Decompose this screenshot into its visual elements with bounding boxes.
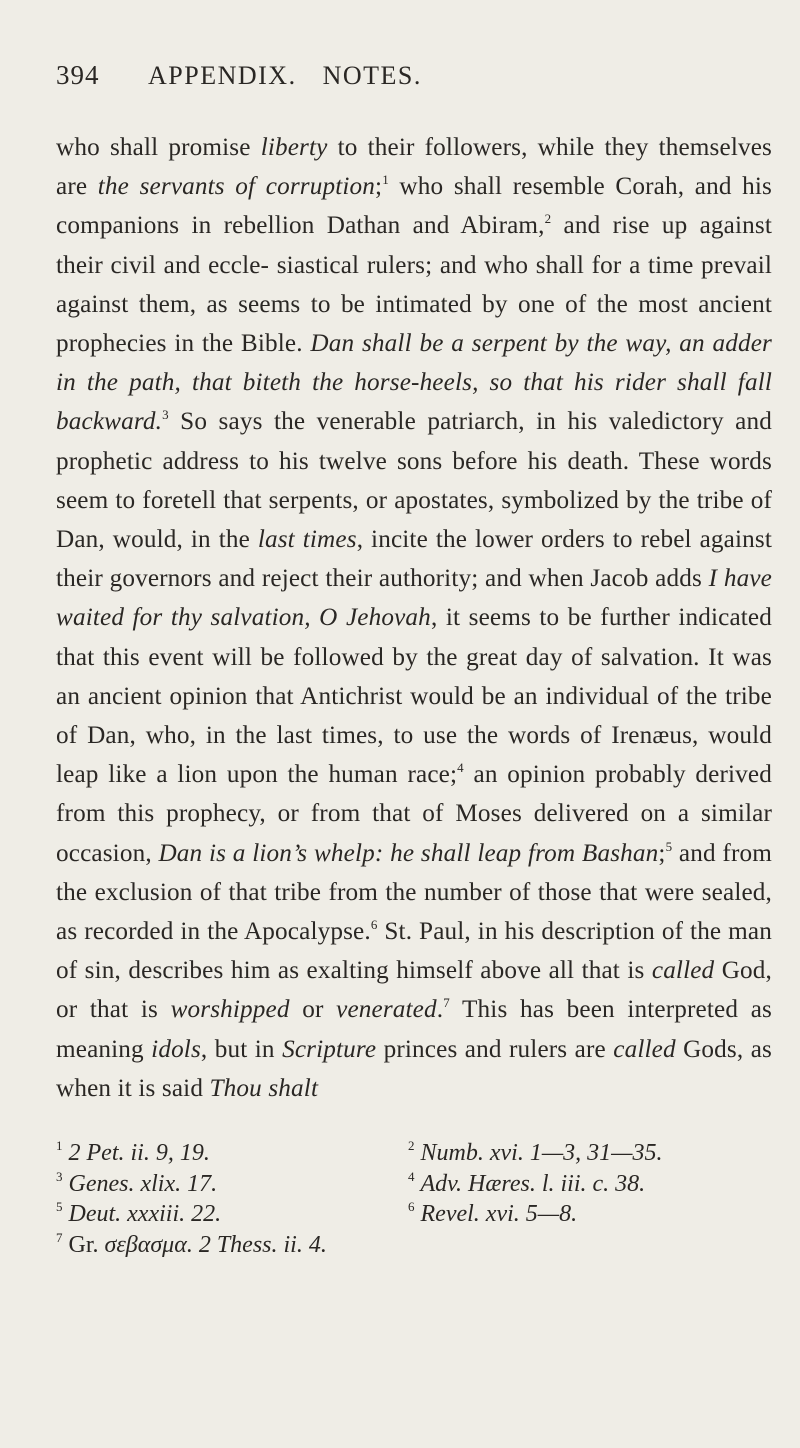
text-run: ; [658,839,666,867]
footnote-ref: 3 [162,407,169,423]
text-run: and from the exclusion of that tribe from the number of those that were sealed, as recorded in the Apocalypse. [56,839,772,946]
footnote-ref: 4 [457,760,464,776]
footnote-2 [408,1138,768,1169]
footnote-ref: 2 [544,211,552,227]
footnote-6 [408,1199,768,1230]
text-run: , incite the lower orders to rebel against their governors and reject their authority; and when Jacob adds [56,526,772,593]
page-number: 394 [56,60,100,90]
italic-run: the servants of corruption [97,173,376,201]
italic-run: I have waited for thy salvation, O Jehovah [56,565,772,632]
text-run: God, or that is [56,957,772,1024]
running-head-appendix: APPENDIX. [148,61,297,90]
footnote-5 [56,1199,408,1230]
page-header [56,60,772,118]
running-head [148,61,422,91]
footnote-text: Adv. Hæres. l. iii. c. 38. [420,1170,646,1197]
italic-run: called [651,957,715,985]
footnotes [56,1138,772,1260]
footnote-number: 6 [408,1199,415,1215]
footnote-number: 4 [408,1168,415,1184]
text-run: . [436,996,444,1024]
italic-run: called [613,1035,676,1063]
footnote-text: 2 Pet. ii. 9, 19. [68,1140,210,1167]
footnote-ref: 7 [443,995,450,1011]
italic-run: Thou shalt [209,1074,319,1102]
footnote-7 [56,1230,408,1261]
italic-run: last times [257,526,357,554]
footnote-number: 7 [56,1229,63,1245]
text-run: , it seems to be further indicated that this event will be followed by the great day of salvation. It was an ancient opinion that Antichrist would be an individual of the tribe of Dan, who, in the last times, to use the words of Irenæus, would leap like a lion upon the human race; [56,604,773,789]
footnote-text: Deut. xxxiii. 22. [68,1201,222,1228]
text-run: who shall promise [56,134,261,161]
text-run: St. Paul, in his description of the man of sin, describes him as exalting himself above all that is [56,918,772,985]
footnote-number: 5 [56,1199,63,1215]
footnote-3 [56,1169,408,1200]
italic-run: venerated [336,996,437,1024]
footnote-row [56,1169,772,1200]
text-run: ; [375,173,383,201]
footnote-ref: 1 [382,172,389,188]
text-run: an opinion probably derived from this prophecy, or from that of Moses delivered on a similar occasion, [56,761,772,867]
text-run: to their followers, while they themselves are [56,134,772,201]
footnote-text: Gr. [68,1231,105,1258]
footnote-text: Genes. xlix. 17. [68,1170,218,1197]
footnote-1 [56,1138,408,1169]
footnote-number: 3 [56,1168,63,1184]
text-run: and rise up against their civil and eccle- siastical rulers; and who shall for a time prevail against them, as seems to be intimated by one of the most ancient prophecies in the Bible. [56,212,772,358]
footnote-4 [408,1169,768,1200]
footnote-text: 2 Thess. ii. 4. [192,1231,327,1258]
italic-run: Scripture [282,1035,377,1063]
footnote-row [56,1199,772,1230]
footnote-ref: 5 [665,838,673,854]
footnote-row [56,1230,772,1261]
footnote-row [56,1138,772,1169]
running-head-notes: NOTES. [322,61,422,90]
footnote-number: 2 [408,1138,415,1154]
italic-run: liberty [260,134,328,161]
text-run: princes and rulers are [376,1035,614,1063]
footnote-text: Numb. xvi. 1—3, 31—35. [420,1140,663,1167]
text-run: This has been interpreted as meaning [56,996,772,1063]
footnote-ref: 6 [370,917,378,933]
text-run: , but in [200,1035,283,1063]
greek-word: σεβασμα. [104,1231,193,1258]
italic-run: Dan shall be a serpent by the way, an adder in the path, that biteth the horse-heels, so that his rider shall fall backward. [56,330,772,436]
footnote-number: 1 [56,1138,63,1154]
text-run: or [289,996,337,1024]
text-run: who shall resemble Corah, and his companions in rebellion Dathan and Abiram, [56,173,772,240]
italic-run: Dan is a lion’s whelp: he shall leap from Bashan [158,839,659,867]
italic-run: idols [151,1035,201,1063]
footnote-text: Revel. xvi. 5—8. [420,1201,578,1228]
body-paragraph [56,128,772,1108]
text-run: Gods, as when it is said [56,1035,772,1102]
italic-run: worshipped [170,996,290,1024]
text-run: So says the venerable patriarch, in his valedictory and prophetic address to his twelve sons before his death. These words seem to foretell that serpents, or apostates, symbolized by the tribe of Dan, would, in the [56,408,772,554]
